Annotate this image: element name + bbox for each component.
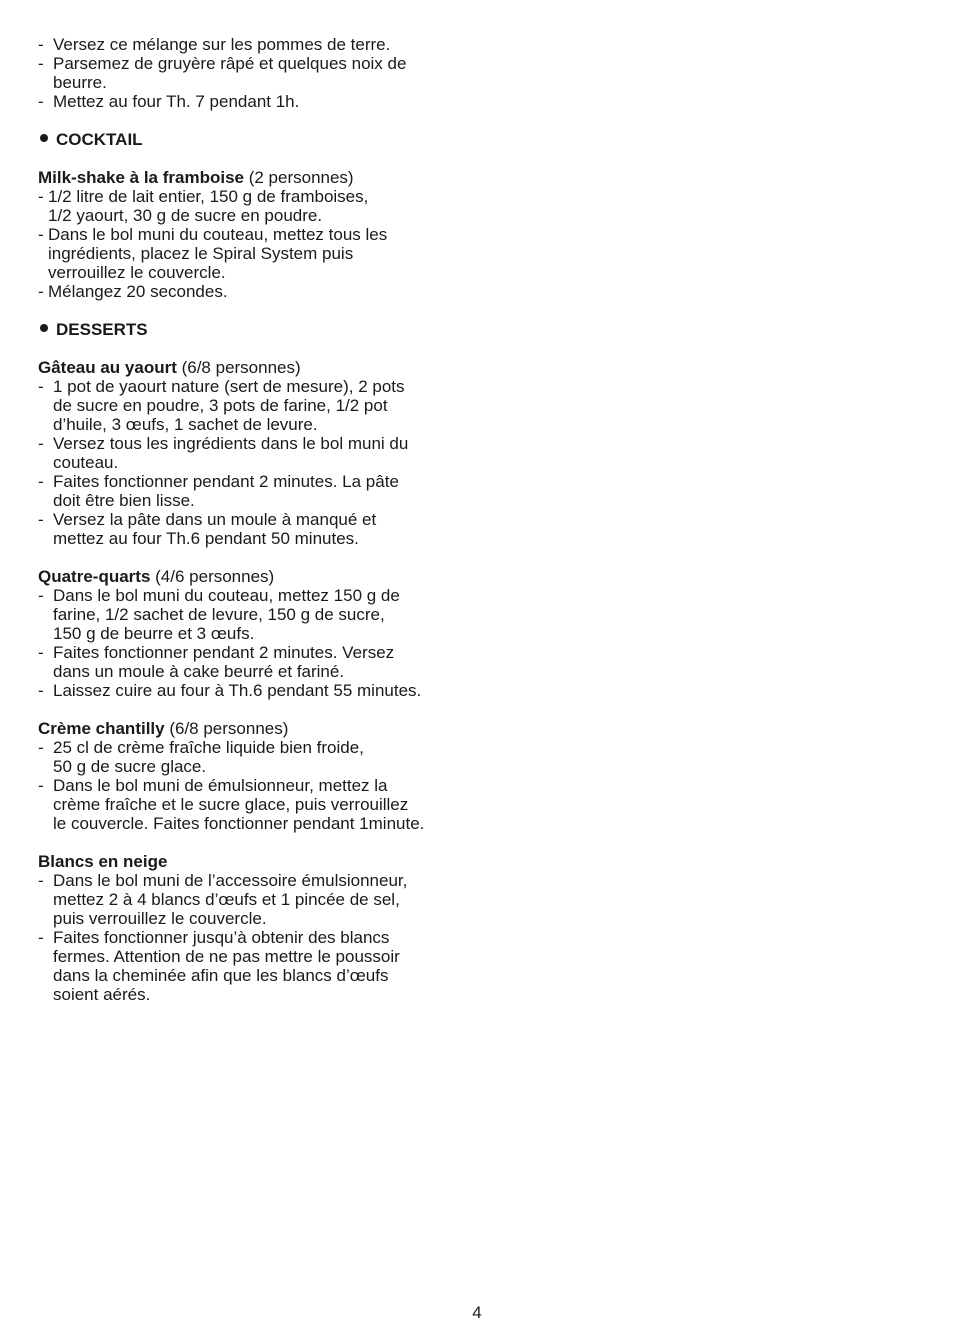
list-dash: - bbox=[38, 377, 44, 396]
list-line: Dans le bol muni du couteau, mettez 150 g de bbox=[53, 586, 400, 605]
recipe-title: Crème chantilly bbox=[38, 719, 165, 738]
list-dash: - bbox=[38, 187, 44, 206]
list-dash: - bbox=[38, 35, 44, 54]
list-item bbox=[38, 282, 478, 301]
section-heading-label: DESSERTS bbox=[56, 320, 148, 339]
list-dash: - bbox=[38, 871, 44, 890]
list-line: le couvercle. Faites fonctionner pendant 1minute. bbox=[53, 814, 425, 833]
list-item bbox=[38, 92, 478, 111]
list-item bbox=[38, 928, 478, 1004]
recipe-title: Quatre-quarts bbox=[38, 567, 151, 586]
list-line: mettez 2 à 4 blancs d’œufs et 1 pincée de sel, bbox=[53, 890, 400, 909]
intro-steps bbox=[38, 35, 478, 111]
recipe-serving: (6/8 personnes) bbox=[164, 719, 289, 738]
list-item bbox=[38, 434, 478, 472]
list-dash: - bbox=[38, 586, 44, 605]
list-dash: - bbox=[38, 472, 44, 491]
list-line: 50 g de sucre glace. bbox=[53, 757, 207, 776]
list-dash: - bbox=[38, 225, 44, 244]
recipe-milk-shake bbox=[38, 168, 478, 301]
recipe-gateau-yaourt bbox=[38, 358, 478, 548]
list-line: 1/2 litre de lait entier, 150 g de framboises, bbox=[48, 187, 369, 206]
list-dash: - bbox=[38, 738, 44, 757]
list-line: doit être bien lisse. bbox=[53, 491, 195, 510]
list-line: couteau. bbox=[53, 453, 119, 472]
list-item bbox=[38, 225, 478, 282]
recipe-title-line bbox=[38, 168, 478, 187]
recipe-serving: (2 personnes) bbox=[243, 168, 354, 187]
list-line: Laissez cuire au four à Th.6 pendant 55 minutes. bbox=[53, 681, 422, 700]
list-dash: - bbox=[38, 643, 44, 662]
list-line: beurre. bbox=[53, 73, 107, 92]
recipe-title: Gâteau au yaourt bbox=[38, 358, 177, 377]
bullet-icon bbox=[40, 134, 48, 142]
recipe-serving: (4/6 personnes) bbox=[150, 567, 275, 586]
list-line: Mettez au four Th. 7 pendant 1h. bbox=[53, 92, 300, 111]
list-dash: - bbox=[38, 510, 44, 529]
recipe-title: Blancs en neige bbox=[38, 852, 168, 871]
list-line: 1 pot de yaourt nature (sert de mesure), 2 pots bbox=[53, 377, 405, 396]
list-line: de sucre en poudre, 3 pots de farine, 1/2 pot bbox=[53, 396, 388, 415]
list-line: mettez au four Th.6 pendant 50 minutes. bbox=[53, 529, 359, 548]
list-line: crème fraîche et le sucre glace, puis verrouillez bbox=[53, 795, 409, 814]
list-line: Faites fonctionner pendant 2 minutes. Versez bbox=[53, 643, 395, 662]
recipe-title-line bbox=[38, 358, 478, 377]
list-item bbox=[38, 776, 478, 833]
list-line: Faites fonctionner jusqu’à obtenir des blancs bbox=[53, 928, 390, 947]
document-body bbox=[38, 35, 478, 1023]
list-item bbox=[38, 187, 478, 225]
list-item bbox=[38, 738, 478, 776]
list-line: verrouillez le couvercle. bbox=[48, 263, 226, 282]
recipe-title-line bbox=[38, 567, 478, 586]
recipe-blancs-en-neige bbox=[38, 852, 478, 1004]
page-number: 4 bbox=[472, 1303, 482, 1322]
section-heading-label: COCKTAIL bbox=[56, 130, 143, 149]
list-line: fermes. Attention de ne pas mettre le poussoir bbox=[53, 947, 400, 966]
list-line: Mélangez 20 secondes. bbox=[48, 282, 228, 301]
recipe-quatre-quarts bbox=[38, 567, 478, 700]
list-line: Parsemez de gruyère râpé et quelques noix de bbox=[53, 54, 407, 73]
recipe-title-line bbox=[38, 719, 478, 738]
list-line: Versez ce mélange sur les pommes de terre. bbox=[53, 35, 391, 54]
list-line: Versez la pâte dans un moule à manqué et bbox=[53, 510, 377, 529]
list-item bbox=[38, 35, 478, 54]
list-item bbox=[38, 586, 478, 643]
list-item bbox=[38, 54, 478, 92]
list-dash: - bbox=[38, 776, 44, 795]
section-heading-cocktail bbox=[38, 130, 478, 149]
list-item bbox=[38, 510, 478, 548]
list-line: dans la cheminée afin que les blancs d’œufs bbox=[53, 966, 389, 985]
list-line: 150 g de beurre et 3 œufs. bbox=[53, 624, 255, 643]
list-dash: - bbox=[38, 434, 44, 453]
list-line: Dans le bol muni de émulsionneur, mettez la bbox=[53, 776, 388, 795]
list-dash: - bbox=[38, 681, 44, 700]
list-dash: - bbox=[38, 928, 44, 947]
recipe-creme-chantilly bbox=[38, 719, 478, 833]
list-line: d’huile, 3 œufs, 1 sachet de levure. bbox=[53, 415, 318, 434]
list-item bbox=[38, 681, 478, 700]
bullet-icon bbox=[40, 324, 48, 332]
list-item bbox=[38, 377, 478, 434]
section-heading-desserts bbox=[38, 320, 478, 339]
list-line: dans un moule à cake beurré et fariné. bbox=[53, 662, 345, 681]
list-dash: - bbox=[38, 92, 44, 111]
list-item bbox=[38, 871, 478, 928]
list-line: puis verrouillez le couvercle. bbox=[53, 909, 267, 928]
recipe-title: Milk-shake à la framboise bbox=[38, 168, 244, 187]
list-line: farine, 1/2 sachet de levure, 150 g de sucre, bbox=[53, 605, 385, 624]
list-item bbox=[38, 643, 478, 681]
list-line: 25 cl de crème fraîche liquide bien froide, bbox=[53, 738, 364, 757]
list-dash: - bbox=[38, 54, 44, 73]
list-line: ingrédients, placez le Spiral System puis bbox=[48, 244, 354, 263]
recipe-serving: (6/8 personnes) bbox=[176, 358, 301, 377]
list-line: 1/2 yaourt, 30 g de sucre en poudre. bbox=[48, 206, 323, 225]
recipe-title-line bbox=[38, 852, 478, 871]
list-item bbox=[38, 472, 478, 510]
list-dash: - bbox=[38, 282, 44, 301]
list-line: Versez tous les ingrédients dans le bol muni du bbox=[53, 434, 409, 453]
list-line: soient aérés. bbox=[53, 985, 151, 1004]
list-line: Dans le bol muni de l’accessoire émulsionneur, bbox=[53, 871, 408, 890]
list-line: Faites fonctionner pendant 2 minutes. La pâte bbox=[53, 472, 399, 491]
list-line: Dans le bol muni du couteau, mettez tous les bbox=[48, 225, 388, 244]
